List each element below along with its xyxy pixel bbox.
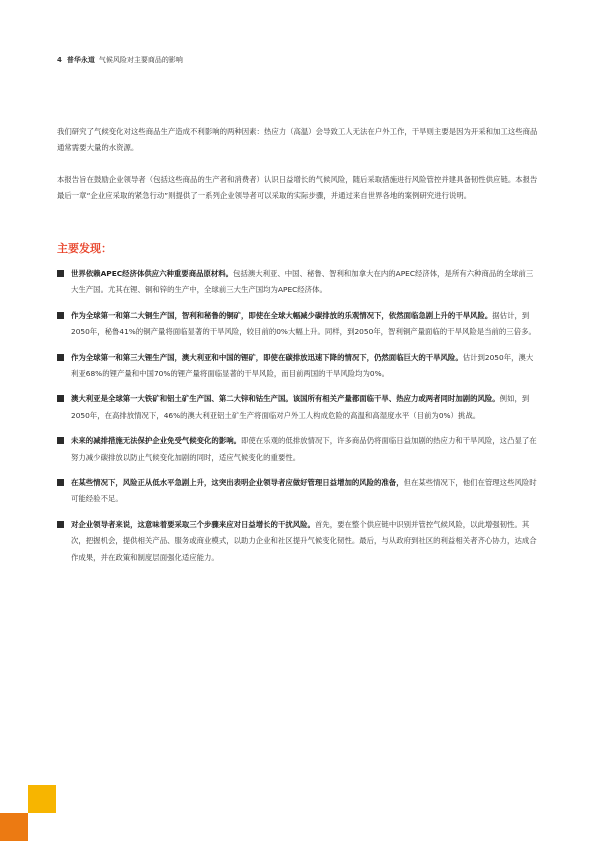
finding-lead: 作为全球第一和第三大锂生产国，澳大利亚和中国的锂矿，即使在碳排放迅速下降的情况下，仍然面临巨大的干旱风险。 <box>71 352 463 362</box>
brand-name: 普华永道 <box>66 56 95 64</box>
intro-paragraph-1: 我们研究了气候变化对这些商品生产造成不利影响的两种因素：热应力（高温）会导致工人无法在户外工作，干旱则主要是因为开采和加工这些商品通常需要大量的水资源。 <box>57 127 538 152</box>
finding-item <box>57 266 540 299</box>
finding-item <box>57 433 540 466</box>
page-number: 4 <box>57 56 62 64</box>
finding-lead: 澳大利亚是全球第一大铁矿和铝土矿生产国、第二大锌和钴生产国。该国所有相关产量都面临干旱、热应力或两者同时加剧的风险。 <box>71 394 500 404</box>
findings-list <box>57 266 540 575</box>
finding-lead: 世界依赖APEC经济体供应六种重要商品原材料。 <box>71 269 234 278</box>
finding-item <box>57 308 540 341</box>
finding-body: 包括澳大利亚、中国、秘鲁、智利和加拿大在内的APEC经济体，是所有六种商品的全球前三大生产国。尤其在锂、铜和锌的生产中，全球前三大生产国均为APEC经济体。 <box>71 269 534 295</box>
square-bullet-icon <box>57 270 64 277</box>
finding-body: 即使在乐观的低排放情况下，许多商品仍将面临日益加剧的热应力和干旱风险，这凸显了在努力减少碳排放以防止气候变化加剧的同时，适应气候变化的重要性。 <box>71 436 537 462</box>
finding-body: 例如，到2050年，在高排放情况下，46%的澳大利亚铝土矿生产将面临对户外工人构成危险的高温和高湿度水平（目前为0%）挑战。 <box>71 394 530 420</box>
running-header <box>57 55 183 65</box>
finding-item <box>57 391 540 424</box>
square-bullet-icon <box>57 437 64 444</box>
report-title: 气候风险对主要商品的影响 <box>98 56 183 64</box>
square-bullet-icon <box>57 395 64 402</box>
finding-body: 估计到2050年，澳大利亚68%的锂产量和中国70%的锂产量将面临显著的干旱风险，而目前两国的干旱风险均为0%。 <box>71 352 534 379</box>
finding-lead: 作为全球第一和第二大铜生产国，智利和秘鲁的铜矿，即使在全球大幅减少碳排放的乐观情况下，依然面临急剧上升的干旱风险。 <box>71 310 493 320</box>
finding-lead: 对企业领导者来说，这意味着要采取三个步骤来应对日益增长的干扰风险。 <box>71 519 315 529</box>
intro-paragraph-2: 本报告旨在鼓励企业领导者（包括这些商品的生产者和消费者）认识日益增长的气候风险，随后采取措施进行风险管控并建具备韧性供应链。本报告最后一章“企业应采取的紧急行动”则提供了一系列企业领导者可以采取的实际步骤，并通过来自世界各地的案例研究进行说明。 <box>57 175 538 200</box>
decorative-square-orange <box>0 813 28 841</box>
finding-item <box>57 475 540 508</box>
decorative-square-yellow <box>28 785 56 813</box>
square-bullet-icon <box>57 312 64 319</box>
square-bullet-icon <box>57 479 64 486</box>
finding-body: 但在某些情况下，他们在管理这些风险时可能经验不足。 <box>71 478 537 504</box>
findings-heading: 主要发现： <box>57 242 112 255</box>
square-bullet-icon <box>57 354 64 361</box>
square-bullet-icon <box>57 521 64 528</box>
finding-body: 据估计，到2050年，秘鲁41%的铜产量将面临显著的干旱风险，较目前的0%大幅上升。同样，到2050年，智利铜产量面临的干旱风险是当前的三倍多。 <box>71 310 536 337</box>
finding-lead: 在某些情况下，风险正从低水平急剧上升，这突出表明企业领导者应做好管理日益增加的风险的准备， <box>71 478 404 488</box>
finding-lead: 未来的减排措施无法保护企业免受气候变化的影响。 <box>71 436 241 446</box>
finding-body: 首先，要在整个供应链中识别并管控气候风险，以此增强韧性。其次，把握机会，提供相关产品、服务或商业模式，以助力企业和社区提升气候变化韧性。最后，与从政府到社区的利益相关者齐心协力，达成合作成果，并在政策和制度层面强化适应能力。 <box>71 519 537 562</box>
finding-item <box>57 517 540 566</box>
finding-item <box>57 350 540 383</box>
